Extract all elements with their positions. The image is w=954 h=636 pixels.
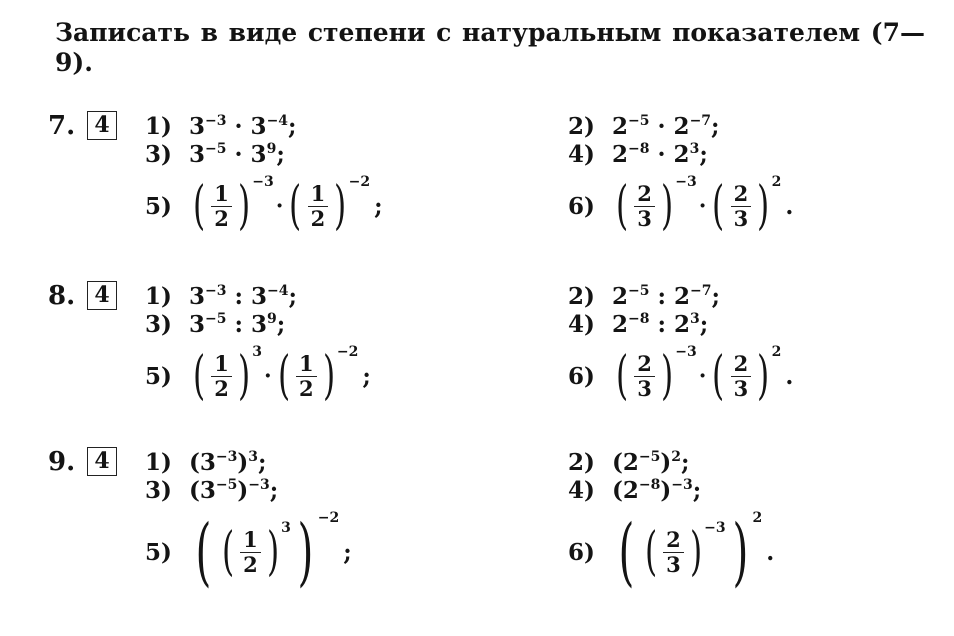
problem-7 xyxy=(48,112,928,262)
difficulty-box: 4 xyxy=(87,281,117,310)
item-6: 6) ( $\frac{2}{3}$ ) −3· ( $\frac{2}{3}$ ) 2. xyxy=(568,344,794,406)
difficulty-box: 4 xyxy=(87,447,117,476)
item-2: 2) $(2^{-5})^2$; xyxy=(568,449,690,476)
item-2: 2) $2^{-5} \cdot 2^{-7}$; xyxy=(568,113,720,140)
item-1: 1) $3^{-3}$ : $3^{-4}$; xyxy=(145,283,298,310)
item-2: 2) $2^{-5}$ : $2^{-7}$; xyxy=(568,283,721,310)
problem-number: 8. xyxy=(48,281,76,311)
item-6: 6) ( ( $\frac{2}{3}$ ) −3) 2. xyxy=(568,509,775,595)
item-4: 4) $2^{-8}$ : $2^3$; xyxy=(568,311,709,338)
item-3: 3) $(3^{-5})^{-3}$; xyxy=(145,477,279,504)
item-5: 5) ( $\frac{1}{2}$ ) −3· ( $\frac{1}{2}$ ) −2; xyxy=(145,174,383,236)
item-3: 3) $3^{-5}$ : $3^9$; xyxy=(145,311,286,338)
difficulty-box: 4 xyxy=(87,111,117,140)
item-1: 1) $3^{-3} \cdot 3^{-4}$; xyxy=(145,113,297,140)
item-3: 3) $3^{-5} \cdot 3^9$; xyxy=(145,141,285,168)
item-4: 4) $2^{-8} \cdot 2^3$; xyxy=(568,141,708,168)
problem-8 xyxy=(48,282,928,432)
problem-number: 7. xyxy=(48,111,76,141)
problem-number: 9. xyxy=(48,447,76,477)
item-5: 5) ( $\frac{1}{2}$ ) 3· ( $\frac{1}{2}$ ) −2; xyxy=(145,344,371,406)
item-5: 5) ( ( $\frac{1}{2}$ ) 3) −2; xyxy=(145,509,352,595)
instruction-text: Записать в виде степени с натуральным показателем (7—9). xyxy=(55,18,925,77)
problem-9 xyxy=(48,448,928,598)
item-4: 4) $(2^{-8})^{-3}$; xyxy=(568,477,702,504)
item-6: 6) ( $\frac{2}{3}$ ) −3· ( $\frac{2}{3}$ ) 2. xyxy=(568,174,794,236)
item-1: 1) $(3^{-3})^3$; xyxy=(145,449,267,476)
